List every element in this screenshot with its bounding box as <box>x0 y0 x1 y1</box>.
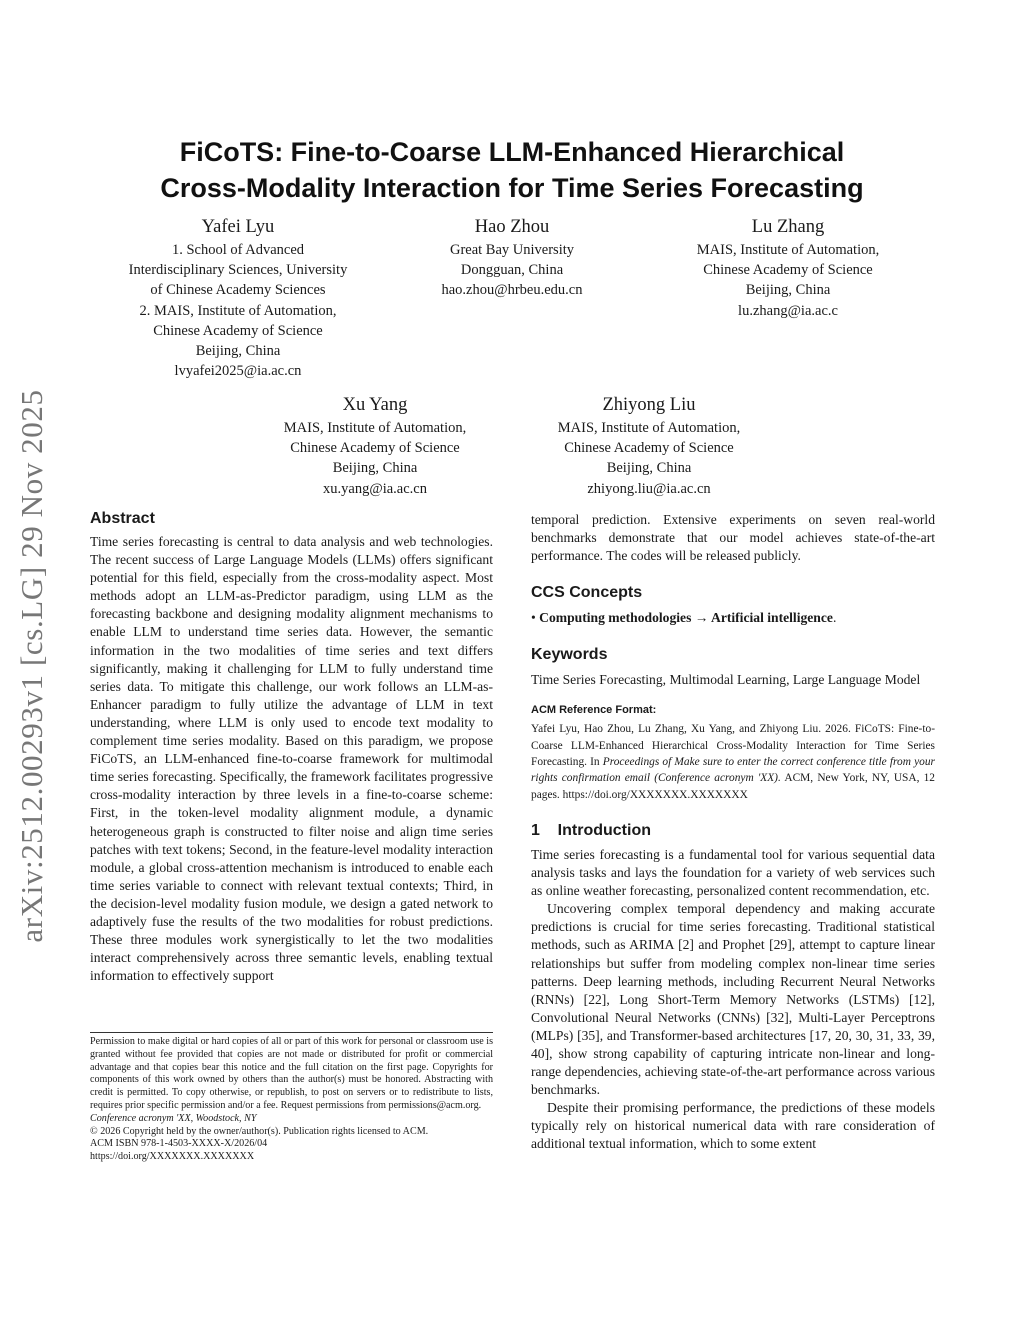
author-name: Yafei Lyu <box>201 217 275 237</box>
author-affil-line: MAIS, Institute of Automation, <box>696 242 880 258</box>
title-line-1: FiCoTS: Fine-to-Coarse LLM-Enhanced Hierarchical <box>179 137 845 167</box>
right-column <box>531 511 935 1154</box>
paper-title <box>90 134 934 206</box>
copyright-note: © 2026 Copyright held by the owner/author(s). Publication rights licensed to ACM. <box>90 1125 429 1137</box>
author-lu-zhang <box>638 215 938 321</box>
author-location: Beijing, China <box>606 460 692 477</box>
author-affil-line: of Chinese Academy Sciences <box>150 282 326 299</box>
intro-paragraph-3: Despite their promising performance, the predictions of these models typically rely on historical numerical data with rare consideration of additional textual information, which to some extent <box>531 1100 935 1152</box>
permission-footnote <box>90 1032 493 1164</box>
author-email[interactable]: hao.zhou@hrbeu.edu.cn <box>441 282 583 299</box>
acm-ref-part2: ACM, New York, NY, USA, 12 pages. https://doi.org/XXXXXXX.XXXXXXX <box>531 772 935 801</box>
author-affil-line: Chinese Academy of Science <box>290 440 460 457</box>
author-location: Beijing, China <box>332 460 418 477</box>
arxiv-id: arXiv:2512.00293v1 [cs.LG] 29 Nov 2025 <box>14 389 49 943</box>
keywords-text: Time Series Forecasting, Multimodal Learning, Large Language Model <box>531 672 921 688</box>
ccs-bullet: • <box>531 610 540 626</box>
author-affil-line: Great Bay University <box>449 242 575 258</box>
author-affil-line: Chinese Academy of Science <box>153 322 323 339</box>
ccs-item <box>531 609 935 627</box>
author-xu-yang <box>225 393 525 499</box>
keywords-heading: Keywords <box>531 646 608 664</box>
author-affil-line: Chinese Academy of Science <box>564 440 734 457</box>
abstract-continuation: temporal prediction. Extensive experiments on seven real-world benchmarks demonstrate that our model achieves state-of-the-art performance. The codes will be released publicly. <box>531 512 935 564</box>
doi-link[interactable]: https://doi.org/XXXXXXX.XXXXXXX <box>90 1151 255 1163</box>
intro-paragraph-1: Time series forecasting is a fundamental tool for various sequential data analysis tasks and lays the foundation for a variety of web services such as online weather forecasting, personalized content recommendation, etc. <box>531 846 935 899</box>
author-email[interactable]: lvyafei2025@ia.ac.cn <box>174 363 302 380</box>
acm-ref-text <box>531 721 935 802</box>
acm-ref-heading: ACM Reference Format: <box>531 704 657 717</box>
author-affil-line: 2. MAIS, Institute of Automation, <box>139 302 337 319</box>
author-location: Dongguan, China <box>460 262 564 279</box>
author-affil-line: Interdisciplinary Sciences, University <box>128 262 348 279</box>
permission-text: Permission to make digital or hard copies of all or part of this work for personal or classroom use is granted without fee provided that copies are not made or distributed for profit or commercial advantage and that copies bear this notice and the full citation on the first page. Copyrights for components of this work owned by others than the author(s) must be honored. Abstracting with credit is permitted. To copy otherwise, or republish, to post on servers or to redistribute to lists, requires prior specific permission and/or a fee. Request permissions from permissions@acm.org. <box>90 1036 493 1111</box>
isbn-note: ACM ISBN 978-1-4503-XXXX-X/2026/04 <box>90 1138 268 1150</box>
author-yafei-lyu <box>88 215 388 381</box>
author-name: Xu Yang <box>342 395 408 415</box>
ccs-concept: Computing methodologies → Artificial intelligence <box>539 610 833 626</box>
acm-ref-part1: Yafei Lyu, Hao Zhou, Lu Zhang, Xu Yang, and Zhiyong Liu. 2026. FiCoTS: Fine-to-Coarse LLM-Enhanced Hierarchical Cross-Modality Interaction for Time Series Forecasting. In <box>531 723 935 769</box>
author-location: Beijing, China <box>195 343 281 360</box>
author-hao-zhou <box>362 215 662 301</box>
author-affil-line: MAIS, Institute of Automation, <box>557 420 741 436</box>
intro-heading: 1 Introduction <box>531 821 651 839</box>
acm-ref-venue: Proceedings of Make sure to enter the correct conference title from your rights confirmation email (Conference acronym 'XX). <box>531 756 935 785</box>
abstract-text: Time series forecasting is central to data analysis and web technologies. The recent success of Large Language Models (LLMs) offers significant potential for this field, especially from the cross-modality aspect. Most methods adopt an LLM-as-Predictor paradigm, using LLM as the forecasting backbone and designing modality alignment mechanisms to enable LLM to understand time series data. However, the semantic information in the two modalities of time series and text differs significantly, making it challenging for LLM to fully understand time series data. To mitigate this challenge, our work follows an LLM-as-Enhancer paradigm to fully utilize the advantage of LLM in text understanding, where LLM is only used to encode text modality to complement time series modality. Based on this paradigm, we propose FiCoTS, an LLM-enhanced fine-to-coarse framework for multimodal time series forecasting. Specifically, the framework facilitates progressive cross-modality interaction by three levels in a fine-to-coarse scheme: First, in the token-level modality alignment module, a dynamic heterogeneous graph is constructed to filter noise and align time series patches with text tokens; Second, in the feature-level modality interaction module, a global cross-attention mechanism is introduced to enable each time series variable to connect with relevant textual contexts; Third, in the decision-level modality fusion module, we design a gated network to adaptively fuse the results of the two modalities for robust predictions. These three modules work synergistically to let the two modalities interact comprehensively across three semantic levels, enabling textual information to effectively support <box>90 534 493 984</box>
author-affil-line: 1. School of Advanced <box>171 242 305 258</box>
author-zhiyong-liu <box>499 393 799 499</box>
conference-note: Conference acronym 'XX, Woodstock, NY <box>90 1112 257 1124</box>
arxiv-stamp <box>8 372 56 960</box>
author-location: Beijing, China <box>745 282 831 299</box>
author-email[interactable]: xu.yang@ia.ac.cn <box>323 480 427 497</box>
author-email[interactable]: zhiyong.liu@ia.ac.cn <box>587 480 711 497</box>
author-name: Zhiyong Liu <box>602 395 696 415</box>
author-affil-line: MAIS, Institute of Automation, <box>283 420 467 436</box>
title-line-2: Cross-Modality Interaction for Time Series Forecasting <box>160 173 864 203</box>
intro-paragraph-2: Uncovering complex temporal dependency and making accurate predictions is crucial for time series forecasting. Traditional statistical methods, such as ARIMA [2] and Prophet [29], attempt to capture linear relationships but suffer from modeling complex non-linear time series patterns. Deep learning methods, including Recurrent Neural Networks (RNNs) [22], Long Short-Term Memory Networks (LSTMs) [12], Convolutional Neural Networks (CNNs) [32], Multi-Layer Perceptrons (MLPs) [35], and Transformer-based architectures [17, 20, 30, 31, 33, 39, 40], show strong capability of capturing intricate non-linear and long-range dependencies, achieving state-of-the-art performance across various benchmarks. <box>531 901 935 1098</box>
author-affil-line: Chinese Academy of Science <box>703 262 873 279</box>
author-name: Hao Zhou <box>474 217 550 237</box>
abstract-heading: Abstract <box>90 510 155 527</box>
abstract-section <box>90 509 493 985</box>
ccs-period: . <box>832 610 837 626</box>
author-name: Lu Zhang <box>751 217 825 237</box>
ccs-heading: CCS Concepts <box>531 584 643 602</box>
author-email[interactable]: lu.zhang@ia.ac.c <box>738 302 838 319</box>
